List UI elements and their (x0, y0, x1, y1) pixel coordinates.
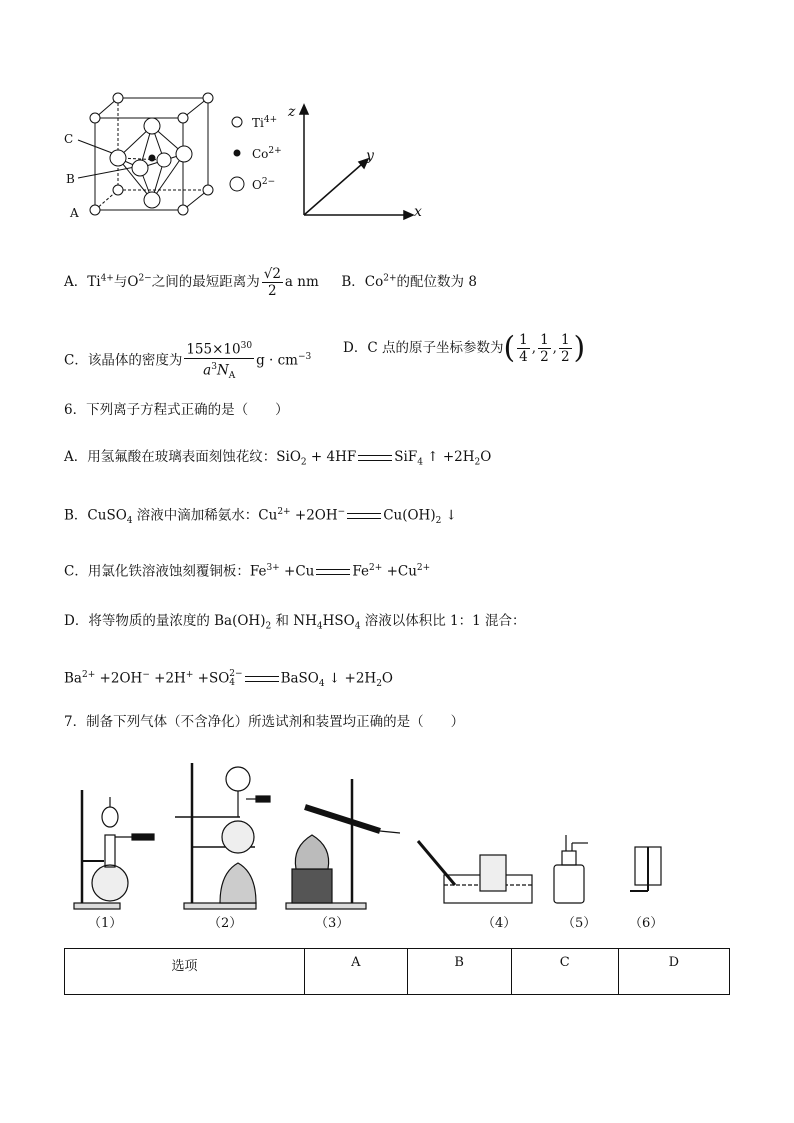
legend-o: $O^{2-}$ (252, 177, 276, 192)
table-header-a: A (305, 949, 408, 995)
legend-markers (228, 112, 252, 192)
q6-option-b: B．CuSO$_4$ 溶液中滴加稀氨水：$Cu^{2+} +2OH^-$ $Cu(OH)_2$ ↓ (64, 507, 457, 527)
apparatus-diagrams (60, 755, 740, 915)
q6-option-a: A．用氢氟酸在玻璃表面刻蚀花纹：SiO$_2$ + 4HF SiF$_4$ ↑ $+2H_2O$ (64, 449, 492, 468)
table-row (65, 949, 730, 995)
q5-option-b: B．$Co^{2+}$的配位数为 8 (341, 273, 477, 290)
q6-option-d-equation: $Ba^{2+} +2OH^- +2H^+ +SO$ 2− 4 BaSO$_4$ ↓ $+2H_2O$ (64, 669, 393, 690)
table-header-option: 选项 (65, 949, 305, 995)
legend-ti: $Ti^{4+}$ (252, 115, 278, 130)
label-c: C (64, 132, 74, 146)
q5-option-d: D．C 点的原子坐标参数为( $\frac{1}{4}$ , $\frac{1}{2}$ , $\frac{1}{2}$ ) (343, 330, 586, 366)
q6-option-c: C．用氯化铁溶液蚀刻覆铜板：$Fe^{3+} +Cu$ $Fe^{2+} +Cu^{2+}$ (64, 563, 431, 580)
axis-y-label: y (366, 148, 374, 164)
table-header-b: B (407, 949, 511, 995)
table-header-d: D (618, 949, 729, 995)
label-a: A (70, 206, 79, 220)
q6-option-d: D．将等物质的量浓度的 $Ba(OH)_2$ 和 $NH_4HSO_4$ 溶液以体积比 1：1 混合： (64, 613, 526, 632)
apparatus-label-2: （2） (208, 916, 243, 931)
apparatus-label-6: （6） (629, 916, 664, 931)
q7-options-table (64, 948, 730, 995)
apparatus-label-1: （1） (88, 916, 123, 931)
apparatus-label-4: （4） (482, 916, 517, 931)
apparatus-label-3: （3） (315, 916, 350, 931)
coordinate-axes (298, 100, 428, 225)
q5-option-c: C．该晶体的密度为 $\frac{155\times 10^{30}}{a^3N_A}$ $g \cdot cm^{-3}$ (64, 338, 311, 384)
q7-stem: 7．制备下列气体（不含净化）所选试剂和装置均正确的是（ ） (64, 714, 465, 730)
q6-stem: 6．下列离子方程式正确的是（ ） (64, 402, 289, 418)
label-b: B (66, 172, 75, 186)
legend-co: $Co^{2+}$ (252, 146, 282, 161)
table-header-c: C (511, 949, 618, 995)
axis-x-label: x (414, 204, 422, 220)
axis-z-label: z (288, 104, 296, 120)
q5-option-a: A．$Ti^{4+}$与$O^{2-}$之间的最短距离为 $\frac{√2}{2}$ a nm B．$Co^{2+}$的配位数为 8 (64, 266, 477, 299)
apparatus-label-5: （5） (562, 916, 597, 931)
